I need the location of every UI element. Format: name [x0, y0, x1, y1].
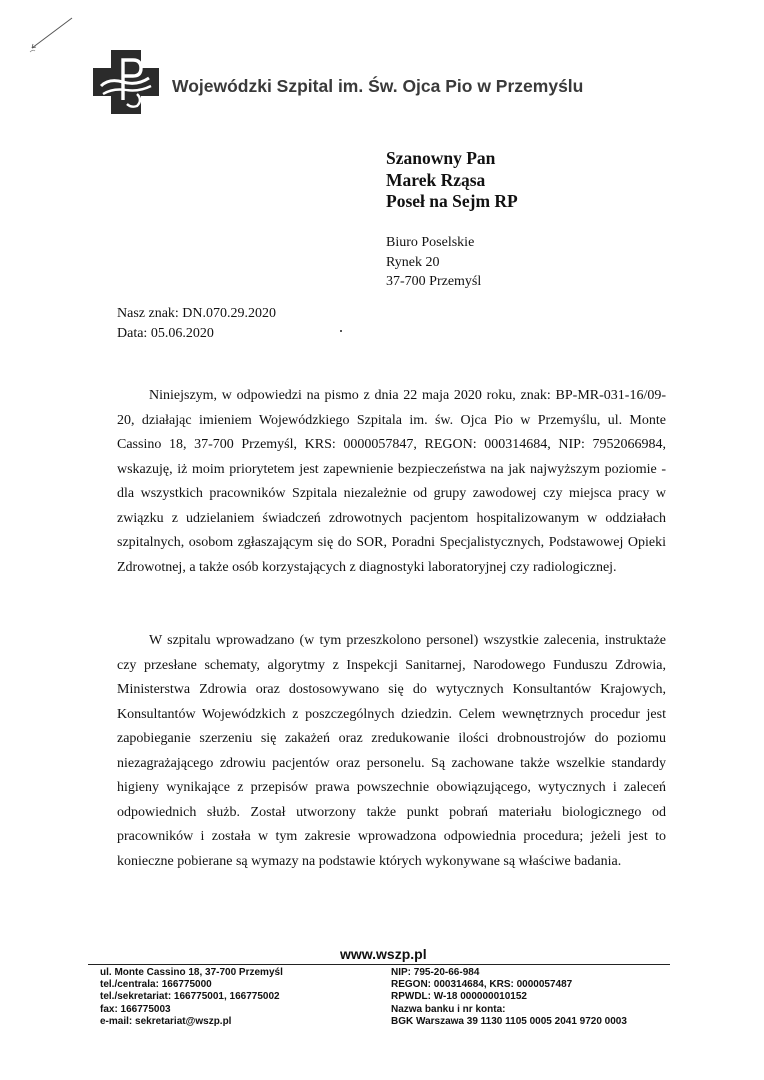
pen-stroke-mark — [28, 14, 78, 54]
footer-nip: NIP: 795-20-66-984 — [391, 967, 480, 978]
footer-phone-secretariat: tel./sekretariat: 166775001, 166775002 — [100, 991, 280, 1003]
footer-website: www.wszp.pl — [340, 946, 427, 962]
our-reference: Nasz znak: DN.070.29.2020 — [117, 306, 277, 321]
scan-speck — [340, 330, 342, 332]
footer-bank-label: Nazwa banku i nr konta: — [391, 1003, 506, 1015]
footer-fax: fax: 166775003 — [100, 1003, 171, 1015]
body-paragraph-2: W szpitalu wprowadzano (w tym przeszkolono personel) wszystkie zalecenia, instruktaże czy przesłane schematy, algorytmy z Inspekcji Sanitarnej, Narodowego Funduszu Zdrowia, Ministerstwa Zdrowia oraz dostosowywano się do wytycznych Konsultantów Krajowych, Konsultantów Wojewódzkich z poszczególnych dziedzin. Celem wewnętrznych procedur jest zapobieganie szerzeniu się zakażeń oraz zredukowanie ilości drobnoustrojów do poziomu niezagrażającego zdrowiu pacjentów oraz personelu. Są zachowane także wszelkie standardy higieny wynikające z przepisów prawa powszechnie obowiązującego, wytycznych i zaleceń odpowiednich służb. Został utworzony także punkt pobrań materiału biologicznego od pracowników i została w tym zakresie wprowadzona odpowiednia procedura; jeżeli jest to konieczne pobierane są wymazy na podstawie których wykonywane są właściwe badania. — [117, 633, 666, 869]
recipient-block — [386, 148, 518, 213]
address-line-street: Rynek 20 — [386, 254, 440, 270]
footer-contact-column — [100, 967, 283, 1028]
body-paragraph-1: Niniejszym, w odpowiedzi na pismo z dnia 22 maja 2020 roku, znak: BP-MR-031-16/09-20, działając imieniem Wojewódzkiego Szpitala im. św. Ojca Pio w Przemyślu, ul. Monte Cassino 18, 37-700 Przemyśl, KRS: 0000057847, REGON: 000314684, NIP: 7952066984, wskazuję, iż moim priorytetem jest zapewnienie bezpieczeństwa na jak najwyższym poziomie - dla wszystkich pracowników Szpitala niezależnie od grupy zawodowej czy miejsca pracy w związku z udzielaniem świadczeń zdrowotnych pacjentom hospitalizowanym w oddziałach szpitalnych, osobom zgłaszającym się do SOR, Poradni Specjalistycznych, Podstawowej Opieki Zdrowotnej, a także osób korzystających z diagnostyki laboratoryjnej czy radiologicznej. — [117, 388, 666, 575]
reference-block — [117, 304, 276, 343]
footer-regon-krs: REGON: 000314684, KRS: 0000057487 — [391, 979, 573, 991]
footer-divider — [88, 964, 670, 965]
recipient-address — [386, 233, 481, 292]
footer-phone-central: tel./centrala: 166775000 — [100, 979, 212, 991]
hospital-name-heading: Wojewódzki Szpital im. Św. Ojca Pio w Przemyślu — [172, 76, 584, 96]
letter-date: Data: 05.06.2020 — [117, 325, 214, 341]
recipient-name: Marek Rząsa — [386, 169, 486, 190]
address-line-city: 37-700 Przemyśl — [386, 274, 482, 289]
footer-address: ul. Monte Cassino 18, 37-700 Przemyśl — [100, 967, 283, 978]
recipient-title: Poseł na Sejm RP — [386, 191, 518, 211]
footer-bank-account: BGK Warszawa 39 1130 1105 0005 2041 9720 0003 — [391, 1015, 627, 1027]
footer-rpwdl: RPWDL: W-18 000000010152 — [391, 991, 527, 1003]
recipient-salutation: Szanowny Pan — [386, 148, 496, 168]
address-line-office: Biuro Poselskie — [386, 235, 475, 250]
footer-email: e-mail: sekretariat@wszp.pl — [100, 1015, 232, 1027]
hospital-logo-icon — [93, 50, 159, 114]
footer-registry-column — [391, 967, 627, 1028]
